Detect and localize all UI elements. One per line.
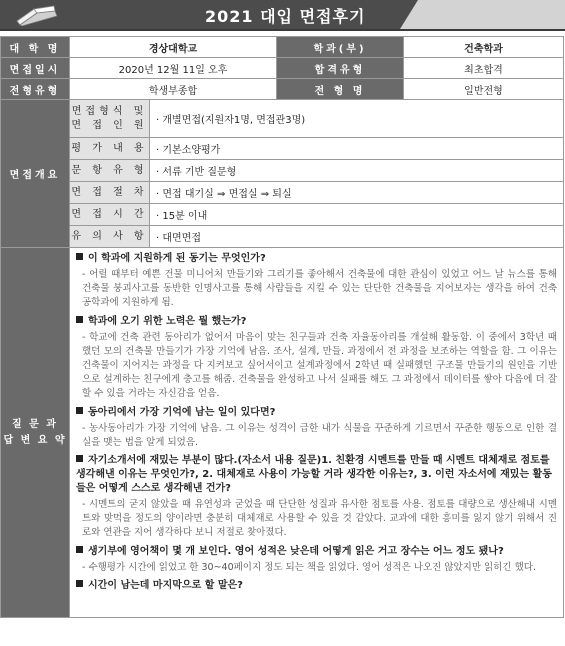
- department-label: 학과(부): [277, 37, 404, 58]
- info-row-admission: [1, 79, 564, 100]
- overview-label-duration: 면 접 시 간: [70, 204, 150, 226]
- overview-row: [1, 226, 564, 248]
- overview-label: 면접개요: [1, 100, 70, 248]
- overview-row: [1, 100, 564, 138]
- university-label: 대 학 명: [1, 37, 70, 58]
- square-bullet-icon: [76, 316, 83, 323]
- department-value: 건축학과: [404, 37, 564, 58]
- result-label: 합격유형: [277, 58, 404, 79]
- university-value: 경상대학교: [70, 37, 277, 58]
- qa-item: [76, 454, 557, 541]
- qa-item: [76, 315, 557, 402]
- qa-item: [76, 579, 557, 593]
- overview-value-notes: · 대면면접: [150, 226, 564, 248]
- qa-label: [1, 248, 70, 618]
- square-bullet-icon: [76, 455, 83, 462]
- date-value: 2020년 12월 11일 오후: [70, 58, 277, 79]
- overview-label-procedure: 면 접 절 차: [70, 182, 150, 204]
- square-bullet-icon: [76, 407, 83, 414]
- admission-name-label: 전 형 명: [277, 79, 404, 100]
- info-row-university: [1, 37, 564, 58]
- question: 학과에 오기 위한 노력은 뭘 했는가?: [76, 315, 557, 329]
- overview-row: [1, 138, 564, 160]
- admission-name-value: 일반전형: [404, 79, 564, 100]
- overview-row: [1, 182, 564, 204]
- info-row-date: [1, 58, 564, 79]
- answer: - 농사동아리가 가장 기억에 남음. 그 이유는 성격이 급한 내가 식물을 꾸준하게 기르면서 꾸준한 행동으로 인한 결실을 맺는 법을 알게 되었음.: [82, 422, 557, 448]
- question: 자기소개서에 재밌는 부분이 많다.(자소서 내용 질문)1. 친환경 시멘트를 만들 때 시멘트 대체재로 점토를 생각해낸 이유는 무엇인가?, 2. 대체재로 사용이 가능할 거라 생각한 이유는?, 3. 이런 자소서에 재밌는 활동들은 어떻게 스스로 생각해낸 건가?: [76, 455, 552, 495]
- answer: - 시멘트의 굳지 않았을 때 유연성과 굳었을 때 단단한 성질과 유사한 점토를 사용. 점토를 대량으로 생산해내 시멘트와 맞먹을 정도의 양이라면 충분히 대체재로 사용할 수 있을 것 같았다. 교과에 대한 흥미를 잃지 않기 위해서 진로와 연관을 지어 생각하다 보니 저절로 찾아졌다.: [82, 499, 557, 539]
- answer: - 어릴 때부터 예쁜 건물 미니어처 만들기와 그리기를 좋아해서 건축물에 대한 관심이 있었고 어느 날 뉴스를 통해 건축물 붕괴사고를 동반한 인명사고를 통해 사람들을 지킬 수 있는 단단한 건축물을 지어보자는 생각을 하여 건축 공학과에 지원하게 됨.: [82, 269, 557, 309]
- square-bullet-icon: [76, 546, 83, 553]
- result-value: 최초합격: [404, 58, 564, 79]
- answer: - 수행평가 시간에 읽었고 한 30~40페이지 정도 되는 책을 읽었다. 영어 성적은 나오진 않았지만 읽히긴 했다.: [82, 561, 536, 573]
- question: 동아리에서 가장 기억에 남는 일이 있다면?: [76, 406, 557, 420]
- open-book-icon: [14, 4, 58, 26]
- overview-label-format: 면접형식 및 면 접 인 원: [70, 100, 150, 138]
- question: 시간이 남는데 마지막으로 할 말은?: [76, 579, 557, 593]
- admission-type-value: 학생부종합: [70, 79, 277, 100]
- title-bar: [0, 0, 565, 31]
- overview-value-duration: · 15분 이내: [150, 204, 564, 226]
- overview-label-question-type: 문 항 유 형: [70, 160, 150, 182]
- admission-type-label: 전형유형: [1, 79, 70, 100]
- qa-content: [70, 248, 564, 618]
- qa-item: [76, 545, 557, 575]
- overview-value-question-type: · 서류 기반 질문형: [150, 160, 564, 182]
- overview-label-evaluation: 평 가 내 용: [70, 138, 150, 160]
- qa-row: [1, 248, 564, 618]
- overview-value-format: · 개별면접(지원자1명, 면접관3명): [150, 100, 564, 138]
- title-bar-notch: [400, 0, 418, 29]
- overview-row: [1, 160, 564, 182]
- overview-row: [1, 204, 564, 226]
- date-label: 면접일시: [1, 58, 70, 79]
- interview-table: [0, 36, 564, 618]
- square-bullet-icon: [76, 580, 83, 587]
- overview-label-notes: 유 의 사 항: [70, 226, 150, 248]
- answer: - 학교에 건축 관련 동아리가 없어서 마음이 맞는 친구들과 건축 자율동아리를 개설해 활동함. 이 중에서 3학년 때 했던 모의 건축물 만들기가 가장 기억에 남음. 조사, 설계, 만들. 과정에서 전 과정을 보조하는 역할을 함. 그 이유는 건축물이 지어지는 과정을 다 지켜보고 싶어서이고 설계과정에서 2학년 때 실패했던 구조물 만들기의 원인을 기반으로 설계하는 친구에게 충고를 해줌. 건축물을 완성하고 나서 실패를 해도 그 과정에서 데이터를 쌓아 다음에 더 잘 할 수 있을 거라는 자신감을 얻음.: [82, 331, 557, 400]
- question: 이 학과에 지원하게 된 동기는 무엇인가?: [76, 252, 557, 266]
- qa-label-bottom: 답 변 요 약: [3, 434, 67, 446]
- qa-item: [76, 406, 557, 450]
- qa-label-top: 질 문 과: [12, 418, 58, 430]
- square-bullet-icon: [76, 253, 83, 260]
- qa-item: [76, 252, 557, 311]
- page-title: 2021 대입 면접후기: [205, 7, 366, 26]
- overview-value-procedure: · 면접 대기실 ⇒ 면접실 ⇒ 퇴실: [150, 182, 564, 204]
- question: 생기부에 영어책이 몇 개 보인다. 영어 성적은 낮은데 어떻게 읽은 거고 장수는 어느 정도 됐나?: [76, 545, 557, 559]
- overview-value-evaluation: · 기본소양평가: [150, 138, 564, 160]
